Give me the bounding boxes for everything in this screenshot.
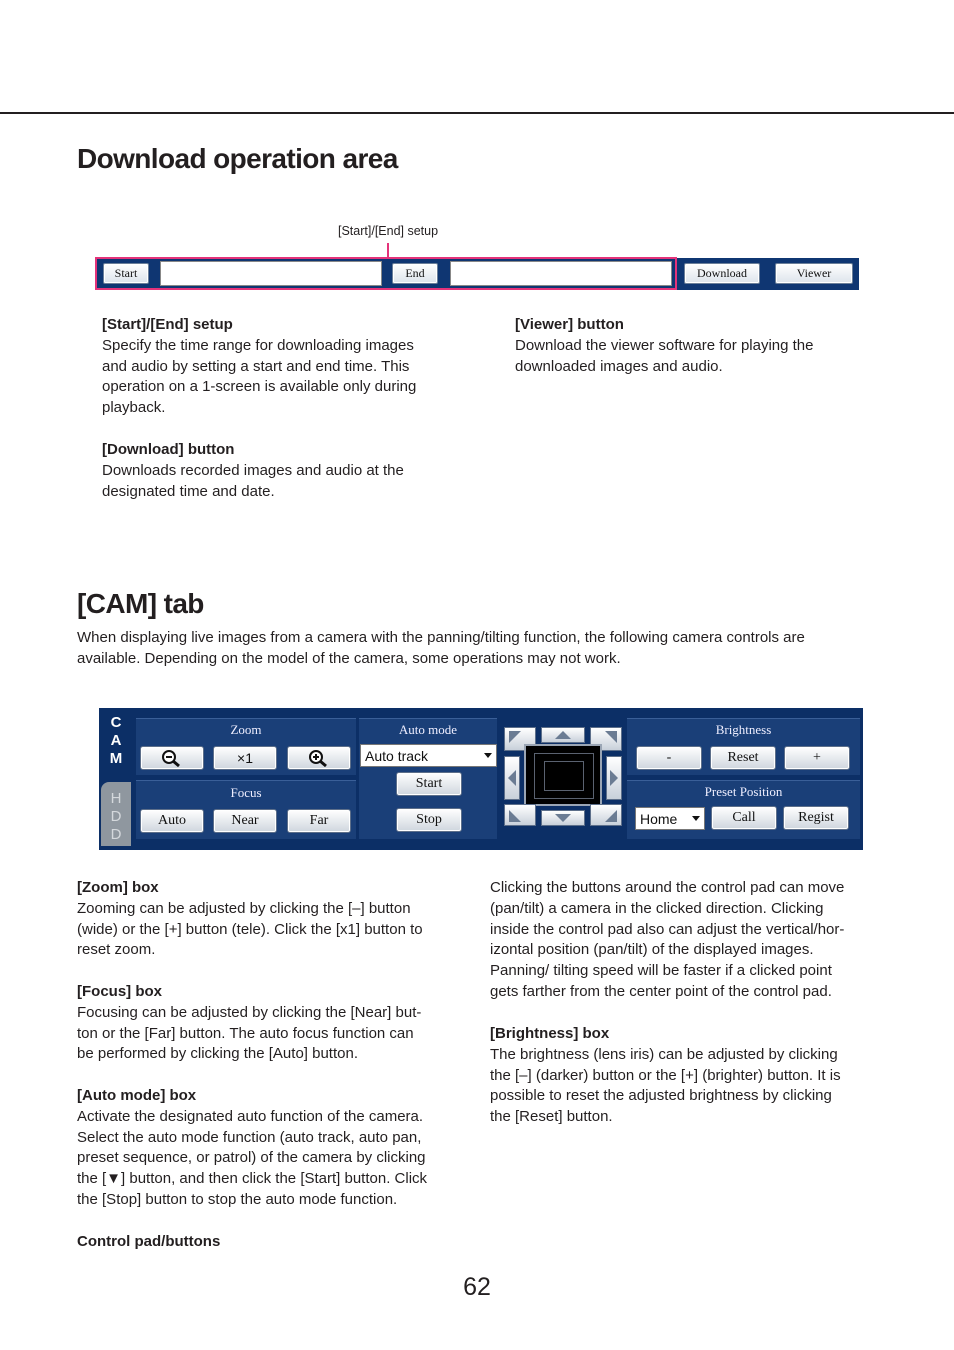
desc-heading: [Brightness] box (490, 1025, 610, 1042)
desc-heading: [Download] button (102, 441, 235, 458)
zoom-in-icon (308, 749, 330, 767)
page-number: 62 (463, 1273, 491, 1301)
pad-up-button[interactable] (541, 727, 585, 743)
start-end-highlight (95, 257, 677, 290)
preset-regist-button[interactable]: Regist (783, 806, 849, 830)
preset-value: Home (640, 810, 678, 827)
chevron-down-icon[interactable] (484, 753, 492, 758)
brightness-box-desc: [Brightness] box The brightness (lens iris) can be adjusted by clicking the [–] (darker) button or the [+] (brighter) button. It is possible to reset the adjusted brightness by clicking the [Reset] button. (490, 1024, 885, 1128)
cam-section-title: [CAM] tab (77, 588, 204, 619)
auto-mode-select[interactable] (360, 744, 497, 767)
download-button-desc: [Download] button Downloads recorded images and audio at the designated time and date. (102, 440, 462, 502)
control-pad-desc-heading (77, 1232, 467, 1253)
focus-box-desc: [Focus] box Focusing can be adjusted by clicking the [Near] but- ton or the [Far] button. The auto focus function can be performed by clicking the [Auto] button. (77, 982, 467, 1065)
chevron-down-icon[interactable] (692, 816, 700, 821)
arrow-down-icon (542, 811, 584, 825)
brightness-box (627, 718, 860, 775)
brightness-plus-button[interactable]: + (784, 746, 850, 770)
focus-label: Focus (230, 785, 262, 800)
panel-tabs (99, 708, 133, 850)
desc-heading: [Focus] box (77, 983, 162, 1000)
focus-near-button[interactable]: Near (213, 809, 277, 833)
control-pad-desc: Clicking the buttons around the control pad can move (pan/tilt) a camera in the clicked direction. Clicking inside the control pad also can adjust the vertical/hor- izontal position (pan/tilt) of the displayed images. Panning/ tilting speed will be faster if a clicked point gets farther from the center point of the control pad. (490, 879, 845, 1000)
auto-mode-box-desc: [Auto mode] box Activate the designated auto function of the camera. Select the auto mode function (auto track, auto pan, preset sequence, or patrol) of the camera by clicking the [▼] button, and then click the [Start] button. Click the [Stop] button to stop the auto mode function. (77, 1086, 472, 1211)
control-pad[interactable] (524, 744, 602, 806)
focus-auto-button[interactable]: Auto (140, 809, 204, 833)
desc-heading: [Auto mode] box (77, 1087, 197, 1104)
auto-mode-box (359, 718, 497, 839)
brightness-reset-button[interactable]: Reset (710, 746, 776, 770)
pad-down-button[interactable] (541, 810, 585, 826)
cam-control-panel (99, 708, 863, 850)
pad-down-left-button[interactable] (504, 804, 536, 826)
start-button[interactable]: Start (103, 263, 149, 284)
desc-heading: [Start]/[End] setup (102, 316, 233, 333)
preset-position-box (627, 780, 860, 839)
callout-line (387, 243, 389, 257)
preset-call-button[interactable]: Call (711, 806, 777, 830)
end-button[interactable]: End (392, 263, 438, 284)
zoom-box-desc: [Zoom] box Zooming can be adjusted by clicking the [–] button (wide) or the [+] button (tele). Click the [x1] button to reset zoom. (77, 878, 467, 961)
auto-mode-value: Auto track (365, 747, 429, 764)
top-rule (0, 112, 954, 114)
arrow-up-icon (542, 728, 584, 742)
pad-down-right-button[interactable] (590, 804, 622, 826)
brightness-label: Brightness (715, 722, 772, 737)
focus-box (136, 780, 356, 839)
start-end-setup-desc: [Start]/[End] setup Specify the time range for downloading images and audio by setting a start and end time. This operation on a 1-screen is available only during playback. (102, 315, 462, 419)
zoom-label: Zoom (230, 722, 262, 737)
download-button[interactable]: Download (684, 263, 760, 284)
zoom-out-button[interactable] (140, 746, 204, 770)
start-end-callout: [Start]/[End] setup (338, 224, 439, 238)
viewer-button[interactable]: Viewer (775, 263, 853, 284)
zoom-out-icon (161, 749, 183, 767)
control-pad-area (501, 724, 625, 828)
download-section-title: Download operation area (77, 143, 398, 174)
focus-far-button[interactable]: Far (287, 809, 351, 833)
desc-heading: [Viewer] button (515, 316, 624, 333)
zoom-in-button[interactable] (287, 746, 351, 770)
cam-intro: When displaying live images from a camera with the panning/tilting function, the following camera controls are available. Depending on the model of the camera, some operations may not work. (77, 629, 805, 667)
desc-heading: Control pad/buttons (77, 1233, 221, 1250)
pad-left-button[interactable] (504, 756, 520, 800)
pad-right-button[interactable] (606, 756, 622, 800)
arrow-down-right-icon (591, 805, 621, 825)
tab-hdd[interactable]: H D D (101, 782, 131, 846)
arrow-right-icon (607, 757, 621, 799)
viewer-button-desc: [Viewer] button Download the viewer software for playing the downloaded images and audio. (515, 315, 875, 377)
zoom-box (136, 718, 356, 775)
arrow-left-icon (505, 757, 519, 799)
auto-mode-label: Auto mode (398, 722, 458, 737)
tab-cam[interactable]: C A M (101, 714, 131, 780)
brightness-minus-button[interactable]: - (636, 746, 702, 770)
auto-mode-stop-button[interactable]: Stop (396, 808, 462, 832)
preset-position-label: Preset Position (704, 784, 783, 799)
desc-heading: [Zoom] box (77, 879, 159, 896)
preset-select[interactable] (635, 807, 705, 830)
auto-mode-start-button[interactable]: Start (396, 772, 462, 796)
arrow-down-left-icon (505, 805, 535, 825)
zoom-x1-button[interactable]: ×1 (213, 746, 277, 770)
